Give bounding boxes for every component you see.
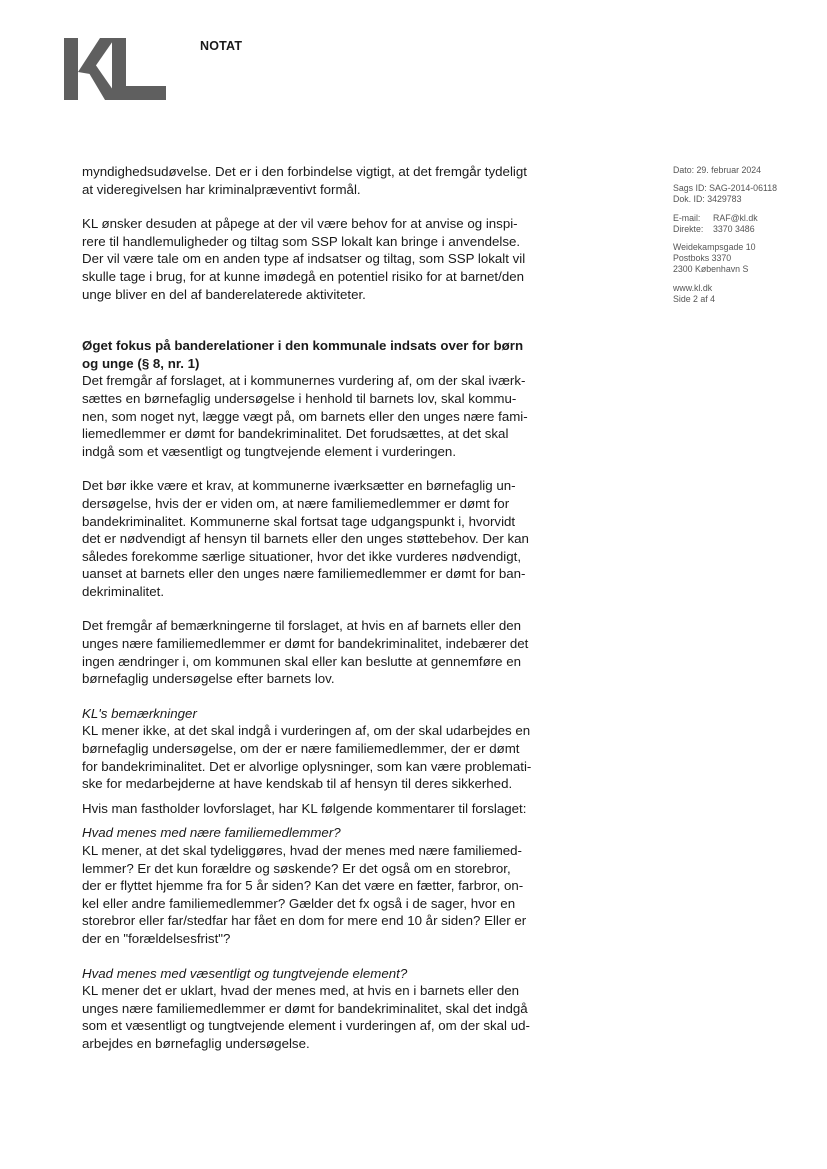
email-label: E-mail: [673,212,701,223]
direkte-value: 3370 3486 [713,223,755,234]
address-line: Postboks 3370 [673,253,732,264]
paragraph: KL ønsker desuden at påpege at der vil være behov for at anvise og inspi- rere til handlemuligheder og tiltag som SSP lokalt kan bringe i anvendelse. Der vil være tale om en anden type af indsatser og tiltag, som SSP lokalt vil skulle tage i brug, for at kunne imødegå en potentiel risiko for at barnet/den unge bliver en del af banderelaterede aktiviteter. [82,216,526,302]
paragraph: KL mener, at det skal tydeliggøres, hvad der menes med nære familiemed- lemmer? Er det kun forældre og søskende? Er det også om en storebror, der er flyttet hjemme fra for 5 år siden? Kan det være en fætter, farbror, on- kel eller andre familiemedlemmer? Gælder det fx også i de sager, hvor en storebror eller far/stedfar har fået en dom for mere end 10 år siden? Eller er der en "forældelsesfrist"? [82,843,527,946]
subheading: Hvad menes med nære familiemedlemmer? [82,825,341,841]
address-line: Weidekampsgade 10 [673,242,756,253]
kl-logo [64,38,166,100]
paragraph: Det fremgår af forslaget, at i kommunernes vurdering af, om der skal iværk- sættes en børnefaglig undersøgelse i henhold til barnets lov, skal kommu- nen, som noget nyt, lægge vægt på, om barnets eller den unges nære fami- liemedlemmer er dømt for bandekriminalitet. Det forudsættes, at det skal indgå som et væsentligt og tungtvejende element i vurderingen. [82,373,528,459]
address-line: 2300 København S [673,264,749,275]
subheading: Hvad menes med væsentligt og tungtvejende element? [82,965,408,981]
paragraph: Det fremgår af bemærkningerne til forslaget, at hvis en af barnets eller den unges nære familiemedlemmer er dømt for bandekriminalitet, indebærer det ingen ændringer i, om kommunen skal eller kan beslutte at gennemføre en børnefaglig undersøgelse efter barnets lov. [82,618,529,687]
paragraph: Det bør ikke være et krav, at kommunerne iværksætter en børnefaglig un- dersøgelse, hvis der er viden om, at nære familiemedlemmer er dømt for bandekriminalitet. Kommunerne skal fortsat tage udgangspunkt i, hvorvidt det er nødvendigt af hensyn til barnets eller den unges støttebehov. Der kan således forekomme særlige situationer, hvor det ikke vurderes nødvendigt, uanset at barnets eller den unges nære familiemedlemmer er dømt for ban- dekriminalitet. [82,478,529,599]
direkte-label: Direkte: [673,223,704,234]
document-metadata [673,165,777,312]
paragraph: KL mener ikke, at det skal indgå i vurderingen af, om der skal udarbejdes en børnefaglig undersøgelse, om der er nære familiemedlemmer, der er dømt for bandekriminalitet. Det er alvorlige oplysninger, som kan være problemati- ske for medarbejderne at have kendskab til af hensyn til deres sikkerhed. [82,723,532,792]
paragraph: KL mener det er uklart, hvad der menes med, at hvis en i barnets eller den unges nære familiemedlemmer er dømt for bandekriminalitet, skal det indgå som et væsentligt og tungtvejende element i vurderingen af, om der skal ud- arbejdes en børnefaglig undersøgelse. [82,983,530,1051]
website-link[interactable]: www.kl.dk [673,282,713,293]
paragraph: myndighedsudøvelse. Det er i den forbindelse vigtigt, at det fremgår tydeligt at videregivelsen har kriminalpræventivt formål. [82,164,527,197]
section-heading: Øget fokus på banderelationer i den kommunale indsats over for børn og unge (§ 8, nr. 1) [82,338,524,371]
date-line: Dato: 29. februar 2024 [673,165,762,175]
paragraph: Hvis man fastholder lovforslaget, har KL følgende kommentarer til forslaget: [82,800,527,816]
page-number: Side 2 af 4 [673,293,716,304]
document-body [82,163,552,1053]
subheading: KL's bemærkninger [82,705,197,721]
document-type-label: NOTAT [200,39,243,53]
direkte-row [673,224,777,235]
email-row [673,213,777,224]
dok-id-line: Dok. ID: 3429783 [673,194,742,205]
email-value[interactable]: RAF@kl.dk [713,212,758,223]
sags-id-line: Sags ID: SAG-2014-06118 [673,183,777,194]
